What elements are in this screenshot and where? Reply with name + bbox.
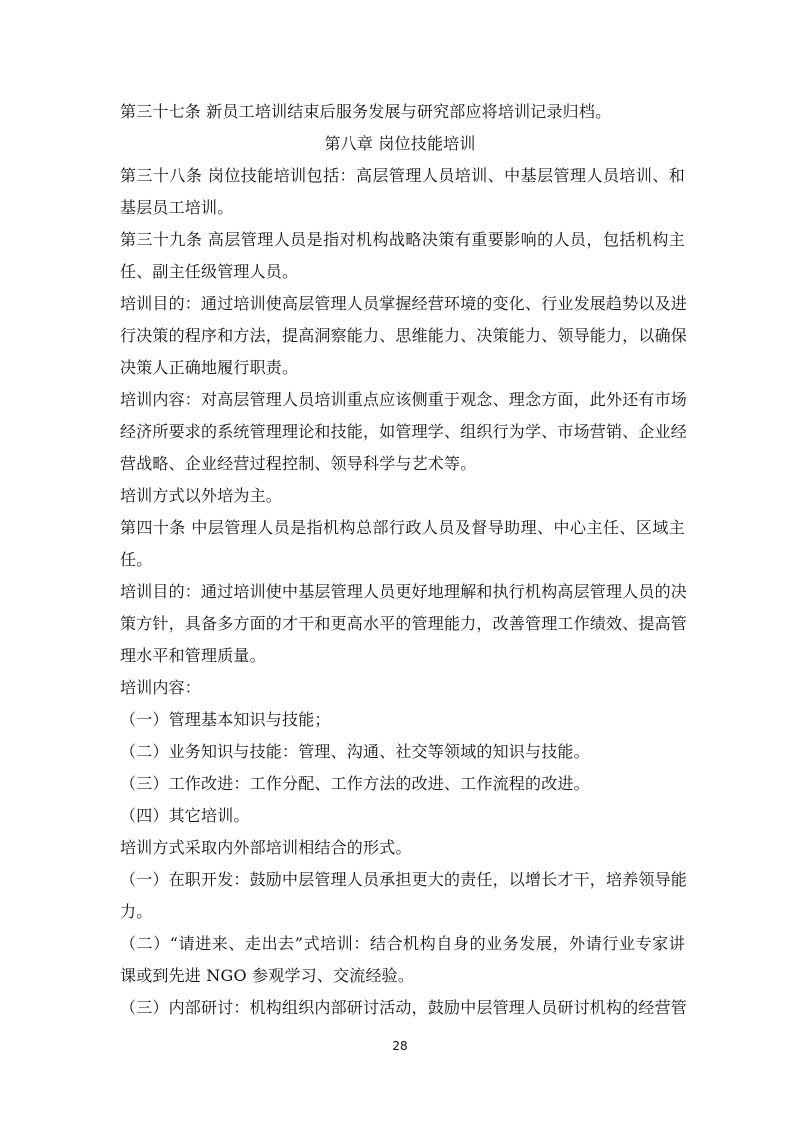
middle-goal-text-cont: 策方针，具备多方面的才干和更高水平的管理能力，改善管理工作绩效、提高管 [120,614,688,633]
article-40-text: 第四十条 中层管理人员是指机构总部行政人员及督导助理、中心主任、区域主 [120,518,685,537]
senior-goal-text-end: 决策人正确地履行职责。 [120,358,299,377]
article-40-text-cont: 任。 [120,550,153,569]
middle-goal-text: 培训目的：通过培训使中基层管理人员更好地理解和执行机构高层管理人员的决 [120,582,688,601]
middle-content-item-2: （二）业务知识与技能：管理、沟通、社交等领域的知识与技能。 [120,742,590,761]
senior-content-text-end: 营战略、企业经营过程控制、领导科学与艺术等。 [120,454,477,473]
senior-content-text: 培训内容：对高层管理人员培训重点应该侧重于观念、理念方面，此外还有市场 [120,390,688,409]
senior-goal-text: 培训目的：通过培训使高层管理人员掌握经营环境的变化、行业发展趋势以及进 [120,294,688,313]
senior-content-text-cont: 经济所要求的系统管理理论和技能，如管理学、组织行为学、市场营销、企业经 [120,422,688,441]
middle-goal-text-end: 理水平和管理质量。 [120,646,266,665]
middle-content-item-1: （一）管理基本知识与技能； [120,710,331,729]
chapter-heading: 第八章 岗位技能培训 [324,134,476,153]
article-38-text: 第三十八条 岗位技能培训包括：高层管理人员培训、中基层管理人员培训、和 [120,166,685,185]
article-39-text: 第三十九条 高层管理人员是指对机构战略决策有重要影响的人员，包括机构主 [120,230,685,249]
middle-method-item-1: （一）在职开发：鼓励中层管理人员承担更大的责任，以增长才干，培养领导能 [120,870,688,889]
middle-content-item-3: （三）工作改进：工作分配、工作方法的改进、工作流程的改进。 [120,774,590,793]
senior-goal-text-cont: 行决策的程序和方法，提高洞察能力、思维能力、决策能力、领导能力，以确保 [120,326,688,345]
senior-method-text: 培训方式以外培为主。 [120,486,283,505]
middle-method-item-2: （二）“请进来、走出去”式培训：结合机构自身的业务发展，外请行业专家讲 [120,934,685,953]
article-38-text-cont: 基层员工培训。 [120,198,234,217]
page-number: 28 [392,1039,408,1053]
article-37-text: 第三十七条 新员工培训结束后服务发展与研究部应将培训记录归档。 [120,102,612,121]
middle-method-item-2-cont: 课或到先进 NGO 参观学习、交流经验。 [120,966,415,985]
middle-method-text: 培训方式采取内外部培训相结合的形式。 [120,838,412,857]
middle-method-item-3: （三）内部研讨：机构组织内部研讨活动，鼓励中层管理人员研讨机构的经营管 [120,998,688,1017]
middle-content-heading: 培训内容： [120,678,202,697]
article-39-text-cont: 任、副主任级管理人员。 [120,262,299,281]
middle-method-item-1-cont: 力。 [120,902,153,921]
middle-content-item-4: （四）其它培训。 [120,806,250,825]
